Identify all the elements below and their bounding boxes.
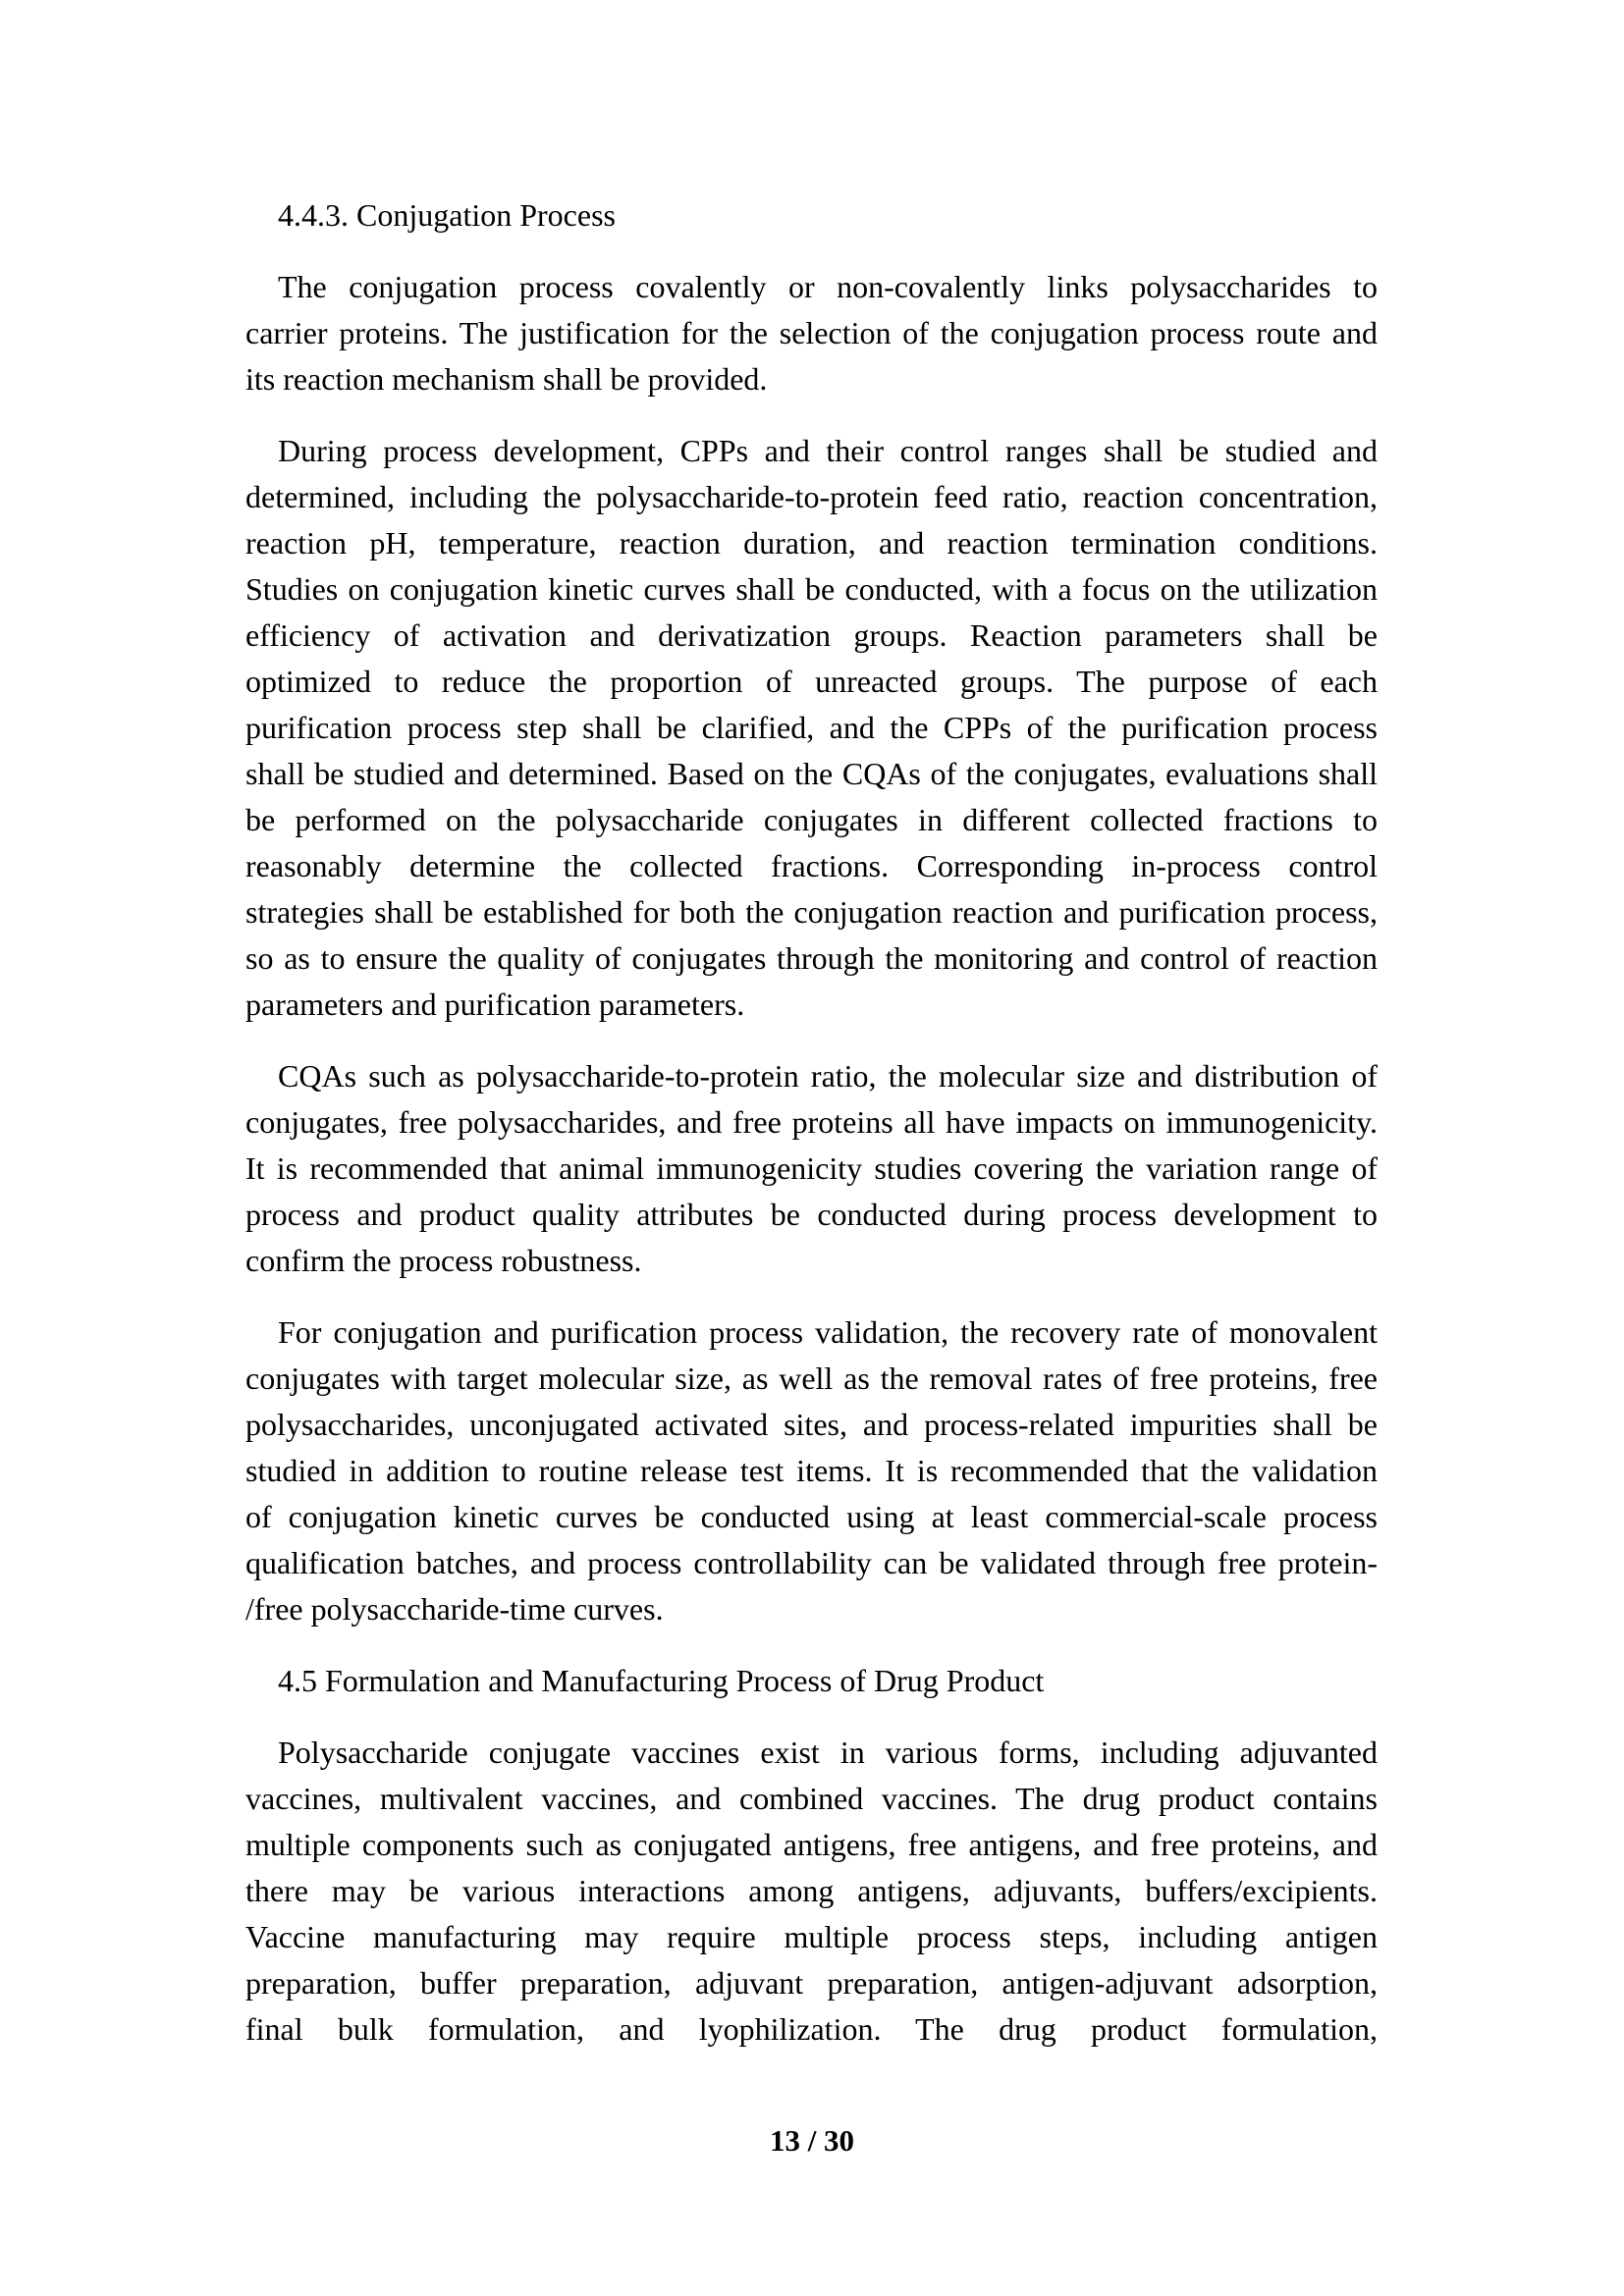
paragraph-line: For conjugation and purification process validation, the recovery rate of monovalent xyxy=(278,1314,1378,1350)
paragraph xyxy=(245,428,1378,1028)
paragraph-line: vaccines, multivalent vaccines, and combined vaccines. The drug product contains xyxy=(245,1781,1378,1816)
paragraph-line: carrier proteins. The justification for the selection of the conjugation process route and xyxy=(245,315,1378,350)
paragraph-line: multiple components such as conjugated antigens, free antigens, and free proteins, and xyxy=(245,1827,1378,1862)
paragraph-line: reasonably determine the collected fractions. Corresponding in-process control xyxy=(245,848,1378,883)
paragraph-line: shall be studied and determined. Based on the CQAs of the conjugates, evaluations shall xyxy=(245,756,1378,791)
paragraph-line: its reaction mechanism shall be provided. xyxy=(245,361,768,397)
paragraph-line: During process development, CPPs and their control ranges shall be studied and xyxy=(278,433,1378,468)
document-body xyxy=(245,192,1378,2053)
paragraph-line: CQAs such as polysaccharide-to-protein ratio, the molecular size and distribution of xyxy=(278,1058,1378,1094)
paragraph-line: optimized to reduce the proportion of unreacted groups. The purpose of each xyxy=(245,664,1378,699)
paragraph-line: conjugates, free polysaccharides, and free proteins all have impacts on immunogenicity. xyxy=(245,1104,1378,1140)
paragraph-line: Vaccine manufacturing may require multiple process steps, including antigen xyxy=(245,1919,1378,1954)
paragraph-line: polysaccharides, unconjugated activated sites, and process-related impurities shall be xyxy=(245,1407,1378,1442)
paragraph-line: The conjugation process covalently or non-covalently links polysaccharides to xyxy=(278,269,1378,304)
paragraph-line: conjugates with target molecular size, as well as the removal rates of free proteins, free xyxy=(245,1361,1378,1396)
section-heading: 4.4.3. Conjugation Process xyxy=(278,197,616,233)
paragraph-line: determined, including the polysaccharide-to-protein feed ratio, reaction concentration, xyxy=(245,479,1378,514)
paragraph xyxy=(245,1053,1378,1284)
paragraph xyxy=(245,264,1378,402)
paragraph-line: /free polysaccharide-time curves. xyxy=(245,1591,664,1627)
paragraph-line: studied in addition to routine release test items. It is recommended that the validation xyxy=(245,1453,1378,1488)
paragraph-line: Polysaccharide conjugate vaccines exist in various forms, including adjuvanted xyxy=(278,1735,1378,1770)
paragraph-line: strategies shall be established for both the conjugation reaction and purification process, xyxy=(245,894,1378,930)
paragraph-line: reaction pH, temperature, reaction duration, and reaction termination conditions. xyxy=(245,525,1378,561)
section-heading: 4.5 Formulation and Manufacturing Process of Drug Product xyxy=(278,1663,1045,1698)
page-number: 13 / 30 xyxy=(769,2123,855,2158)
paragraph-line: Studies on conjugation kinetic curves shall be conducted, with a focus on the utilization xyxy=(245,571,1378,607)
paragraph-line: there may be various interactions among antigens, adjuvants, buffers/excipients. xyxy=(245,1873,1378,1908)
paragraph-line: qualification batches, and process controllability can be validated through free protein- xyxy=(245,1545,1378,1580)
paragraph-line: of conjugation kinetic curves be conducted using at least commercial-scale process xyxy=(245,1499,1378,1534)
paragraph-line: final bulk formulation, and lyophilization. The drug product formulation, xyxy=(245,2011,1378,2047)
page-footer xyxy=(0,2117,1624,2163)
paragraph-line: process and product quality attributes be conducted during process development to xyxy=(245,1197,1378,1232)
paragraph-line: be performed on the polysaccharide conjugates in different collected fractions to xyxy=(245,802,1378,837)
paragraph xyxy=(245,1730,1378,2053)
paragraph xyxy=(245,1309,1378,1632)
paragraph-line: efficiency of activation and derivatization groups. Reaction parameters shall be xyxy=(245,617,1378,653)
paragraph-line: It is recommended that animal immunogenicity studies covering the variation range of xyxy=(245,1150,1378,1186)
paragraph-line: so as to ensure the quality of conjugates through the monitoring and control of reaction xyxy=(245,940,1378,976)
paragraph-line: parameters and purification parameters. xyxy=(245,987,745,1022)
paragraph-line: preparation, buffer preparation, adjuvant preparation, antigen-adjuvant adsorption, xyxy=(245,1965,1378,2001)
paragraph-line: confirm the process robustness. xyxy=(245,1243,642,1278)
paragraph-line: purification process step shall be clarified, and the CPPs of the purification process xyxy=(245,710,1378,745)
